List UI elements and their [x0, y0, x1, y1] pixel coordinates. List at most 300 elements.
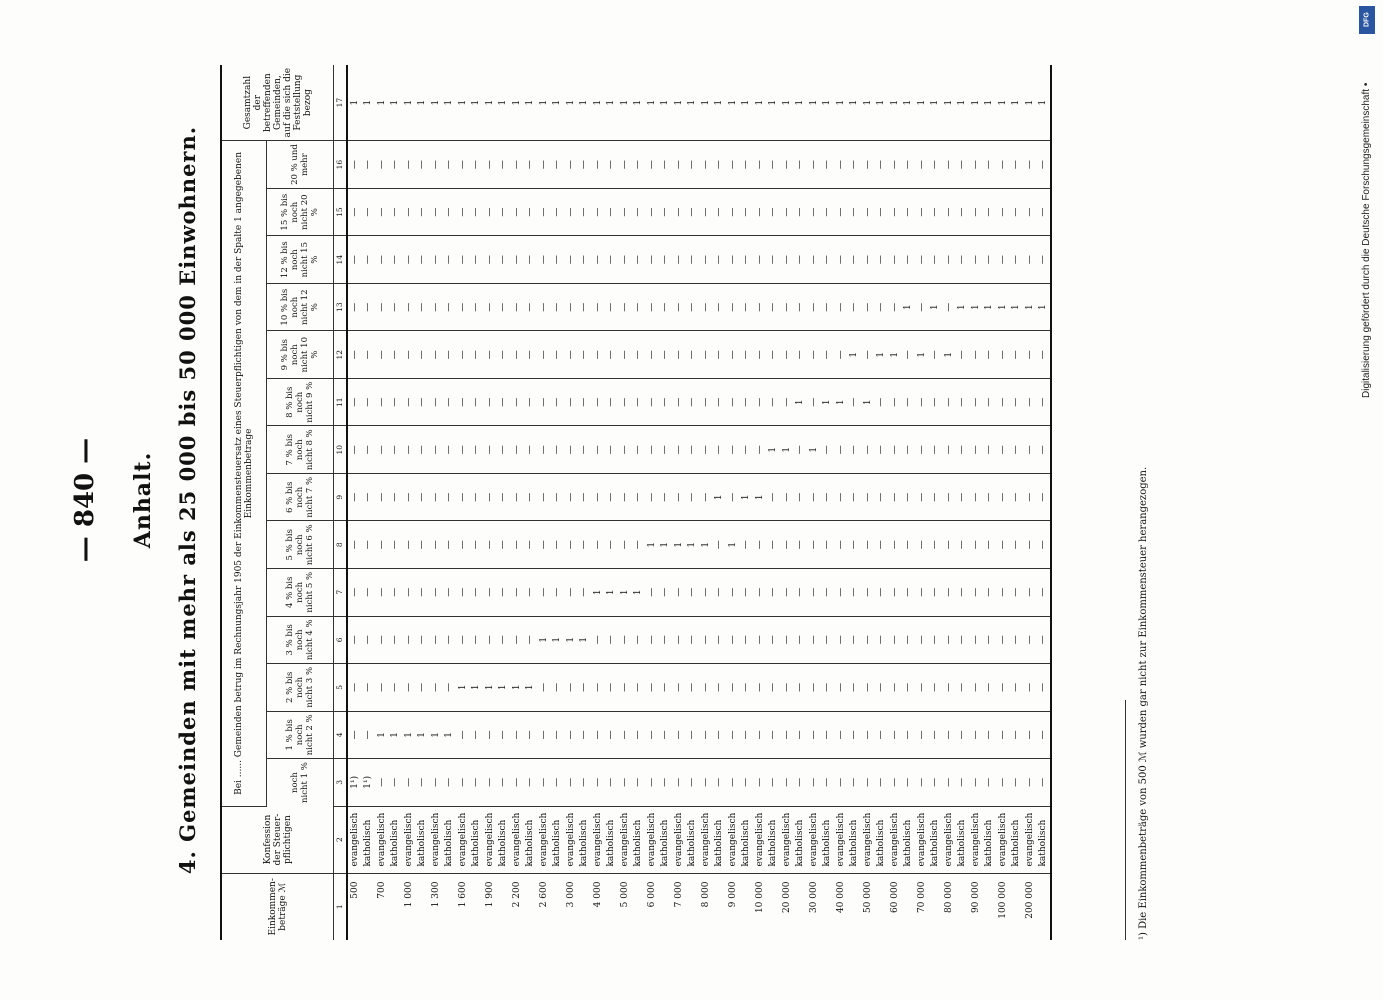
rate-cell: — [1010, 236, 1024, 284]
rate-cell: — [956, 711, 970, 759]
income-cell [1037, 873, 1052, 940]
rate-cell: — [416, 331, 430, 379]
rate-cell: — [470, 236, 484, 284]
total-cell: 1 [618, 65, 632, 141]
column-number: 5 [334, 664, 348, 712]
confession-cell: evangelisch [618, 806, 632, 873]
rate-cell: — [605, 188, 619, 236]
rate-cell: — [618, 711, 632, 759]
rate-cell: — [834, 236, 848, 284]
table-row [443, 65, 457, 940]
rate-cell: — [591, 521, 605, 569]
rate-cell: — [605, 141, 619, 189]
rate-cell: — [942, 236, 956, 284]
rate-cell: — [375, 473, 389, 521]
rate-cell: — [470, 711, 484, 759]
rate-cell: — [497, 141, 511, 189]
confession-cell: katholisch [416, 806, 430, 873]
rate-cell: — [551, 331, 565, 379]
rate-cell: — [767, 378, 781, 426]
rate-cell: — [443, 378, 457, 426]
rate-cell: — [1037, 569, 1052, 617]
income-cell: 2 200 [511, 881, 522, 908]
rate-cell: — [794, 759, 808, 807]
rate-cell: — [618, 141, 632, 189]
rate-cell: — [456, 283, 470, 331]
rate-cell: — [699, 759, 713, 807]
rate-cell: — [726, 331, 740, 379]
rate-cell: — [699, 426, 713, 474]
rate-cell: 1 [983, 283, 997, 331]
confession-cell: katholisch [551, 806, 565, 873]
rate-cell: — [1023, 759, 1037, 807]
rate-cell: — [1023, 616, 1037, 664]
rate-cell: — [362, 236, 376, 284]
rate-cell: — [429, 616, 443, 664]
rate-cell: — [767, 521, 781, 569]
rate-cell: — [537, 569, 551, 617]
rate-cell: — [686, 141, 700, 189]
rate-cell: — [1037, 141, 1052, 189]
rate-cell: 1 [416, 711, 430, 759]
rate-cell: — [726, 188, 740, 236]
header-rate-7: 6 % bis noch nicht 7 % [267, 473, 334, 521]
rate-cell: — [470, 426, 484, 474]
rate-cell: — [645, 188, 659, 236]
rate-cell: — [807, 569, 821, 617]
rate-cell: — [888, 378, 902, 426]
rate-cell: — [902, 426, 916, 474]
total-cell: 1 [875, 65, 889, 141]
rate-cell: — [848, 426, 862, 474]
rate-cell: — [429, 283, 443, 331]
rate-cell: — [632, 141, 646, 189]
column-number: 3 [334, 759, 348, 807]
confession-cell: evangelisch [1023, 806, 1037, 873]
rate-cell: — [497, 711, 511, 759]
rate-cell: — [888, 188, 902, 236]
rate-cell: — [848, 141, 862, 189]
income-cell: 4 000 [592, 881, 603, 908]
table-row [956, 65, 970, 940]
table-row [821, 65, 835, 940]
rate-cell: — [861, 569, 875, 617]
rate-cell: — [983, 378, 997, 426]
rate-cell: — [767, 331, 781, 379]
income-cell [902, 873, 916, 940]
rate-cell: — [659, 759, 673, 807]
rate-cell: — [699, 569, 713, 617]
rate-cell: — [362, 283, 376, 331]
rate-cell: — [875, 141, 889, 189]
rate-cell: — [375, 426, 389, 474]
rate-cell: — [969, 331, 983, 379]
table-row [915, 65, 929, 940]
rate-cell: — [497, 521, 511, 569]
rate-cell: — [929, 426, 943, 474]
rate-cell: — [780, 236, 794, 284]
income-cell [389, 873, 403, 940]
rate-cell: — [902, 141, 916, 189]
rate-cell: — [537, 759, 551, 807]
rate-cell: 1 [929, 283, 943, 331]
rate-cell: — [578, 141, 592, 189]
confession-cell: evangelisch [807, 806, 821, 873]
income-cell [632, 873, 646, 940]
confession-cell: evangelisch [456, 806, 470, 873]
rate-cell: — [1023, 711, 1037, 759]
total-cell: 1 [1010, 65, 1024, 141]
rate-cell: — [983, 473, 997, 521]
column-number: 2 [334, 806, 348, 873]
income-cell [713, 873, 727, 940]
total-cell: 1 [497, 65, 511, 141]
rate-cell: — [402, 759, 416, 807]
table-row [591, 65, 605, 940]
rate-cell: — [389, 664, 403, 712]
rate-cell: — [942, 759, 956, 807]
rate-cell: — [470, 378, 484, 426]
rate-cell: — [807, 236, 821, 284]
rate-cell: — [902, 664, 916, 712]
rate-cell: — [956, 759, 970, 807]
table-row [1010, 65, 1024, 940]
rate-cell: — [591, 141, 605, 189]
rate-cell: — [551, 569, 565, 617]
rate-cell: — [740, 331, 754, 379]
rate-cell: — [794, 426, 808, 474]
rate-cell: — [429, 759, 443, 807]
rate-cell: — [470, 759, 484, 807]
rate-cell: — [510, 236, 524, 284]
rate-cell: — [794, 569, 808, 617]
income-cell: 200 000 [1024, 881, 1035, 919]
rate-cell: — [807, 188, 821, 236]
rate-cell: — [524, 236, 538, 284]
rate-cell: — [497, 569, 511, 617]
confession-cell: evangelisch [699, 806, 713, 873]
rate-cell: — [861, 521, 875, 569]
rate-cell: — [659, 473, 673, 521]
rate-cell: — [551, 141, 565, 189]
rate-cell: — [794, 711, 808, 759]
rate-cell: — [767, 473, 781, 521]
rate-cell: — [483, 521, 497, 569]
rate-cell: 1 [915, 331, 929, 379]
rate-cell: — [389, 188, 403, 236]
rate-cell: — [551, 378, 565, 426]
rate-cell: — [564, 473, 578, 521]
rate-cell: — [834, 141, 848, 189]
rate-cell: — [389, 426, 403, 474]
confession-cell: katholisch [848, 806, 862, 873]
rate-cell: — [942, 711, 956, 759]
rate-cell: — [416, 426, 430, 474]
rate-cell: — [767, 283, 781, 331]
table-row [578, 65, 592, 940]
table-row [537, 65, 551, 940]
table-row [794, 65, 808, 940]
rate-cell: — [429, 473, 443, 521]
total-cell: 1 [713, 65, 727, 141]
rate-cell: — [551, 188, 565, 236]
rate-cell: — [1010, 331, 1024, 379]
rate-cell: — [443, 569, 457, 617]
confession-cell: evangelisch [375, 806, 389, 873]
confession-cell: evangelisch [347, 806, 362, 873]
rate-cell: 1 [753, 473, 767, 521]
total-cell: 1 [794, 65, 808, 141]
rate-cell: — [578, 426, 592, 474]
rate-cell: — [956, 236, 970, 284]
rate-cell: — [605, 426, 619, 474]
rate-cell: — [996, 616, 1010, 664]
rate-cell: — [902, 236, 916, 284]
rate-cell: — [497, 473, 511, 521]
rate-cell: — [1037, 188, 1052, 236]
rate-cell: — [389, 759, 403, 807]
rate-cell: — [537, 664, 551, 712]
rate-cell: — [942, 473, 956, 521]
rate-cell: — [861, 473, 875, 521]
page-number: — 840 — [70, 437, 100, 563]
confession-cell: katholisch [767, 806, 781, 873]
table-row [456, 65, 470, 940]
rate-cell: — [429, 236, 443, 284]
total-cell: 1 [510, 65, 524, 141]
rate-cell: — [956, 521, 970, 569]
rate-cell: — [402, 664, 416, 712]
rate-cell: — [591, 236, 605, 284]
rate-cell: 1¹) [347, 759, 362, 807]
rate-cell: — [753, 569, 767, 617]
rate-cell: — [510, 188, 524, 236]
confession-cell: evangelisch [726, 806, 740, 873]
rate-cell: — [497, 236, 511, 284]
rate-cell: — [672, 664, 686, 712]
rate-cell: — [470, 188, 484, 236]
rate-cell: — [942, 283, 956, 331]
rate-cell: — [605, 616, 619, 664]
rate-cell: — [456, 331, 470, 379]
total-cell: 1 [996, 65, 1010, 141]
rate-cell: — [551, 711, 565, 759]
rate-cell: — [848, 188, 862, 236]
rate-cell: — [875, 283, 889, 331]
rate-cell: — [753, 711, 767, 759]
rate-cell: — [834, 426, 848, 474]
column-number: 1 [334, 873, 348, 940]
rate-cell: — [632, 378, 646, 426]
rate-cell: — [618, 616, 632, 664]
rate-cell: — [605, 473, 619, 521]
confession-cell: katholisch [362, 806, 376, 873]
rate-cell: — [929, 188, 943, 236]
rate-cell: — [888, 141, 902, 189]
header-rate-9: 8 % bis noch nicht 9 % [267, 378, 334, 426]
rate-cell: — [497, 188, 511, 236]
income-cell [983, 873, 997, 940]
table-row [996, 65, 1010, 940]
income-cell: 30 000 [808, 881, 819, 914]
rate-cell: — [834, 616, 848, 664]
rate-cell: — [983, 664, 997, 712]
rate-cell: 1 [443, 711, 457, 759]
rate-cell: — [443, 331, 457, 379]
rate-cell: — [753, 236, 767, 284]
table-row [483, 65, 497, 940]
confession-cell: katholisch [794, 806, 808, 873]
income-cell: 40 000 [835, 881, 846, 914]
rate-cell: — [848, 711, 862, 759]
total-cell: 1 [929, 65, 943, 141]
rate-cell: — [767, 664, 781, 712]
rate-cell: 1 [578, 616, 592, 664]
rate-cell: — [1010, 664, 1024, 712]
rate-cell: — [645, 378, 659, 426]
rate-cell: — [443, 236, 457, 284]
confession-cell: evangelisch [402, 806, 416, 873]
income-cell: 20 000 [781, 881, 792, 914]
rate-cell: 1 [645, 521, 659, 569]
total-cell: 1 [726, 65, 740, 141]
rate-cell: — [915, 141, 929, 189]
total-cell: 1 [686, 65, 700, 141]
rate-cell: — [591, 331, 605, 379]
rate-cell: — [537, 473, 551, 521]
rate-cell: — [429, 331, 443, 379]
column-number: 6 [334, 616, 348, 664]
rate-cell: — [794, 521, 808, 569]
rate-cell: — [956, 331, 970, 379]
rate-cell: — [645, 569, 659, 617]
rate-cell: — [362, 711, 376, 759]
rate-cell: — [699, 664, 713, 712]
rate-cell: — [902, 188, 916, 236]
rate-cell: — [726, 759, 740, 807]
rate-cell: — [1010, 473, 1024, 521]
rate-cell: — [645, 236, 659, 284]
rate-cell: — [456, 188, 470, 236]
rate-cell: — [632, 283, 646, 331]
rate-cell: — [618, 664, 632, 712]
rate-cell: — [686, 664, 700, 712]
rate-cell: — [591, 378, 605, 426]
rate-cell: — [416, 188, 430, 236]
rate-cell: — [443, 664, 457, 712]
rate-cell: — [875, 759, 889, 807]
rate-cell: — [375, 236, 389, 284]
header-rate-11: 10 % bis noch nicht 12 % [267, 283, 334, 331]
rate-cell: — [470, 569, 484, 617]
rate-cell: 1 [996, 283, 1010, 331]
rate-cell: — [564, 426, 578, 474]
table-row [902, 65, 916, 940]
confession-cell: evangelisch [888, 806, 902, 873]
rate-cell: — [1010, 616, 1024, 664]
rate-cell: — [510, 141, 524, 189]
rate-cell: — [375, 378, 389, 426]
rate-cell: 1 [956, 283, 970, 331]
table-row [672, 65, 686, 940]
total-cell: 1 [821, 65, 835, 141]
rate-cell: — [659, 616, 673, 664]
rate-cell: — [780, 141, 794, 189]
rate-cell: — [564, 759, 578, 807]
rate-cell: — [1037, 378, 1052, 426]
rate-cell: — [794, 188, 808, 236]
total-cell: 1 [645, 65, 659, 141]
rate-cell: — [726, 141, 740, 189]
rate-cell: — [510, 521, 524, 569]
rate-cell: — [510, 283, 524, 331]
rate-cell: — [524, 569, 538, 617]
rate-cell: — [929, 331, 943, 379]
rate-cell: — [780, 283, 794, 331]
rate-cell: — [821, 188, 835, 236]
rate-cell: — [443, 283, 457, 331]
rate-cell: — [347, 569, 362, 617]
rate-cell: — [672, 141, 686, 189]
rate-cell: — [347, 711, 362, 759]
rate-cell: 1 [740, 473, 754, 521]
rate-cell: — [443, 616, 457, 664]
rate-cell: — [645, 616, 659, 664]
rate-cell: — [456, 616, 470, 664]
income-cell: 2 600 [538, 881, 549, 908]
rate-cell: — [443, 188, 457, 236]
column-number: 11 [334, 378, 348, 426]
confession-cell: katholisch [443, 806, 457, 873]
rate-cell: — [699, 378, 713, 426]
rate-cell: 1 [821, 378, 835, 426]
rate-cell: — [861, 236, 875, 284]
rate-cell: — [915, 711, 929, 759]
rate-cell: — [578, 331, 592, 379]
rate-cell: — [362, 331, 376, 379]
rate-cell: — [956, 473, 970, 521]
table-row [807, 65, 821, 940]
rate-cell: 1 [537, 616, 551, 664]
rate-cell: — [483, 426, 497, 474]
rate-cell: — [713, 616, 727, 664]
rate-cell: — [591, 188, 605, 236]
rate-cell: — [740, 236, 754, 284]
rate-cell: — [767, 759, 781, 807]
rate-cell: — [915, 473, 929, 521]
rate-cell: — [726, 426, 740, 474]
rate-cell: — [969, 759, 983, 807]
rate-cell: 1 [605, 569, 619, 617]
header-rate-8: 7 % bis noch nicht 8 % [267, 426, 334, 474]
income-cell: 90 000 [970, 881, 981, 914]
rate-cell: — [888, 616, 902, 664]
rate-cell: — [821, 283, 835, 331]
rate-cell: — [470, 141, 484, 189]
rate-cell: — [456, 426, 470, 474]
rate-cell: — [996, 664, 1010, 712]
rate-cell: — [780, 664, 794, 712]
rate-cell: — [875, 236, 889, 284]
rate-cell: — [578, 664, 592, 712]
rate-cell: — [1037, 521, 1052, 569]
rate-cell: — [861, 426, 875, 474]
rate-cell: — [483, 378, 497, 426]
confession-cell: evangelisch [834, 806, 848, 873]
total-cell: 1 [605, 65, 619, 141]
rate-cell: 1¹) [362, 759, 376, 807]
rate-cell: — [402, 426, 416, 474]
